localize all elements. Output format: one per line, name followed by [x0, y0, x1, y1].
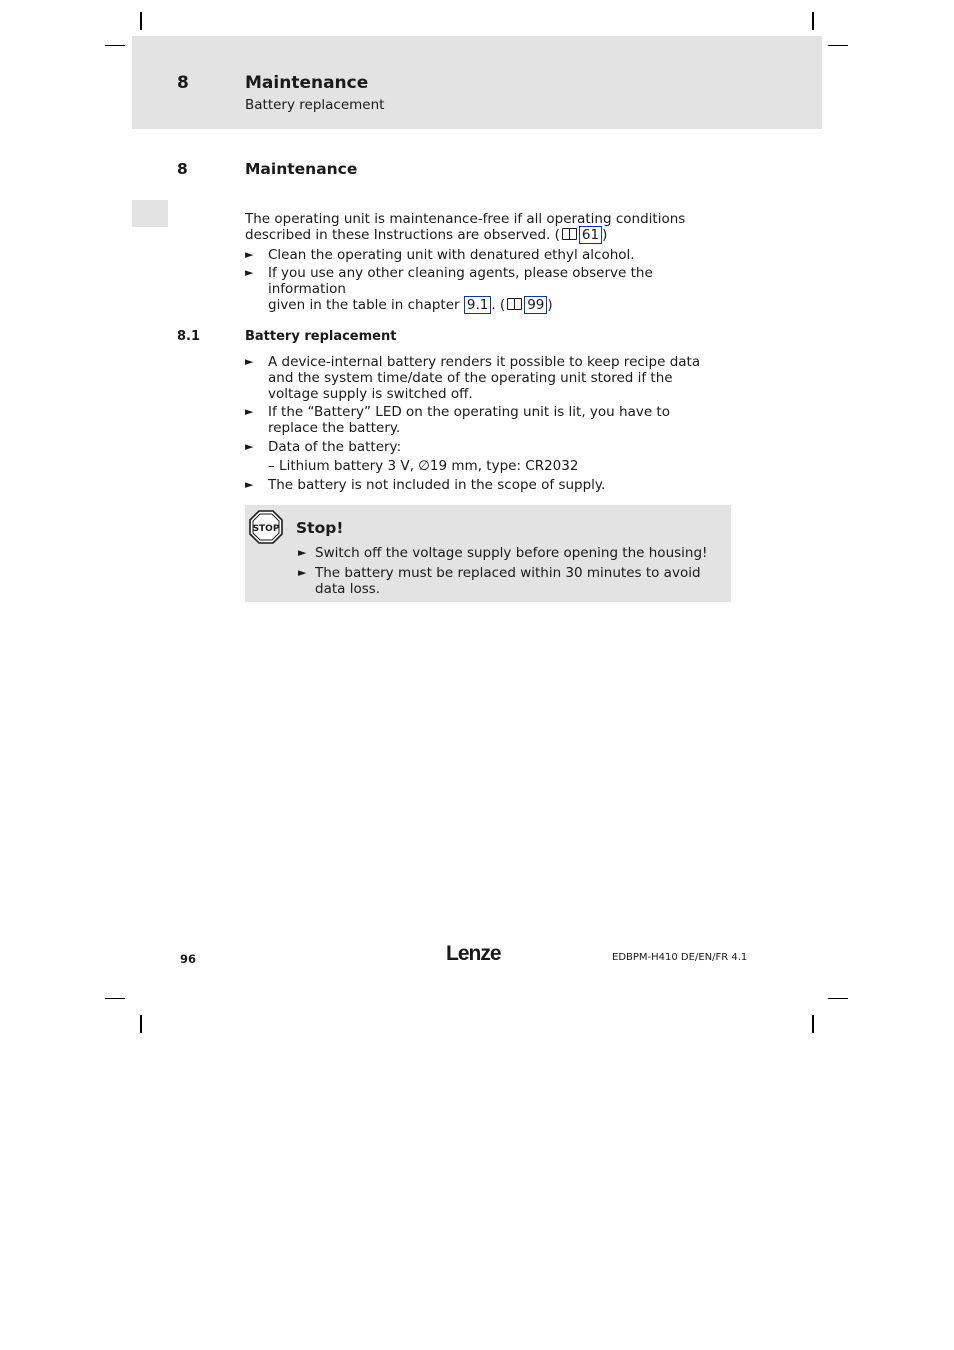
lenze-logo: Lenze — [446, 942, 501, 965]
bullet-arrow-icon: ► — [245, 248, 254, 261]
chapter-ref-link[interactable]: 9.1 — [464, 296, 491, 314]
intro-paragraph — [245, 211, 740, 243]
bullet-arrow-icon: ► — [245, 266, 254, 279]
intro-text: The operating unit is maintenance-free if all operating conditions described in these Instructions are observed. ( — [245, 211, 686, 243]
stop-sign-label: STOP — [252, 524, 280, 534]
intro-close: ) — [602, 227, 608, 243]
bullet-text: If the “Battery” LED on the operating unit is lit, you have to replace the battery. — [268, 404, 670, 436]
crop-mark-top-left-v — [140, 12, 142, 30]
crop-mark-top-right-h — [828, 45, 848, 46]
bullet-text: The battery must be replaced within 30 minutes to avoid data loss. — [315, 565, 701, 597]
crop-mark-bottom-right-v — [812, 1015, 814, 1033]
side-tab-marker — [132, 200, 168, 227]
bullet-text-line1: If you use any other cleaning agents, please observe the information — [268, 265, 653, 297]
section-title: Maintenance — [245, 160, 358, 178]
header-chapter-number: 8 — [177, 73, 189, 93]
header-subtitle: Battery replacement — [245, 97, 385, 113]
document-id: EDBPM-H410 DE/EN/FR 4.1 — [612, 952, 748, 963]
stop-sign-icon — [249, 510, 283, 544]
bullet-text-block — [268, 265, 733, 313]
bullet-text: Data of the battery: — [268, 439, 402, 455]
subsection-title: Battery replacement — [245, 329, 397, 344]
bullet-arrow-icon: ► — [245, 405, 254, 418]
bullet-text: Switch off the voltage supply before opening the housing! — [315, 545, 708, 561]
header-band — [132, 36, 822, 129]
page-number: 96 — [180, 952, 197, 966]
bullet-arrow-icon: ► — [298, 566, 307, 579]
section-number: 8 — [177, 160, 188, 178]
book-icon — [507, 298, 522, 310]
battery-spec-item: – Lithium battery 3 V, ∅19 mm, type: CR2032 — [268, 458, 579, 474]
chapter-ref-sep: . ( — [491, 297, 506, 313]
header-chapter-title: Maintenance — [245, 73, 369, 93]
bullet-text: Clean the operating unit with denatured ethyl alcohol. — [268, 247, 635, 263]
bullet-text: The battery is not included in the scope of supply. — [268, 477, 606, 493]
bullet-arrow-icon: ► — [245, 440, 254, 453]
crop-mark-bottom-left-h — [105, 998, 125, 999]
page-ref-link[interactable]: 61 — [579, 226, 602, 244]
crop-mark-bottom-left-v — [140, 1015, 142, 1033]
bullet-text: A device-internal battery renders it possible to keep recipe data and the system time/date of the operating unit stored if the voltage supply is switched off. — [268, 354, 701, 402]
bullet-arrow-icon: ► — [245, 355, 254, 368]
page-ref-link[interactable]: 99 — [524, 296, 547, 314]
page-ref-close: ) — [547, 297, 553, 313]
bullet-text-line2: given in the table in chapter — [268, 297, 460, 313]
bullet-arrow-icon: ► — [245, 478, 254, 491]
stop-title: Stop! — [296, 519, 344, 537]
book-icon — [562, 228, 577, 240]
crop-mark-top-right-v — [812, 12, 814, 30]
list-item — [245, 265, 735, 313]
subsection-number: 8.1 — [177, 329, 201, 344]
crop-mark-bottom-right-h — [828, 998, 848, 999]
crop-mark-top-left-h — [105, 45, 125, 46]
bullet-arrow-icon: ► — [298, 546, 307, 559]
